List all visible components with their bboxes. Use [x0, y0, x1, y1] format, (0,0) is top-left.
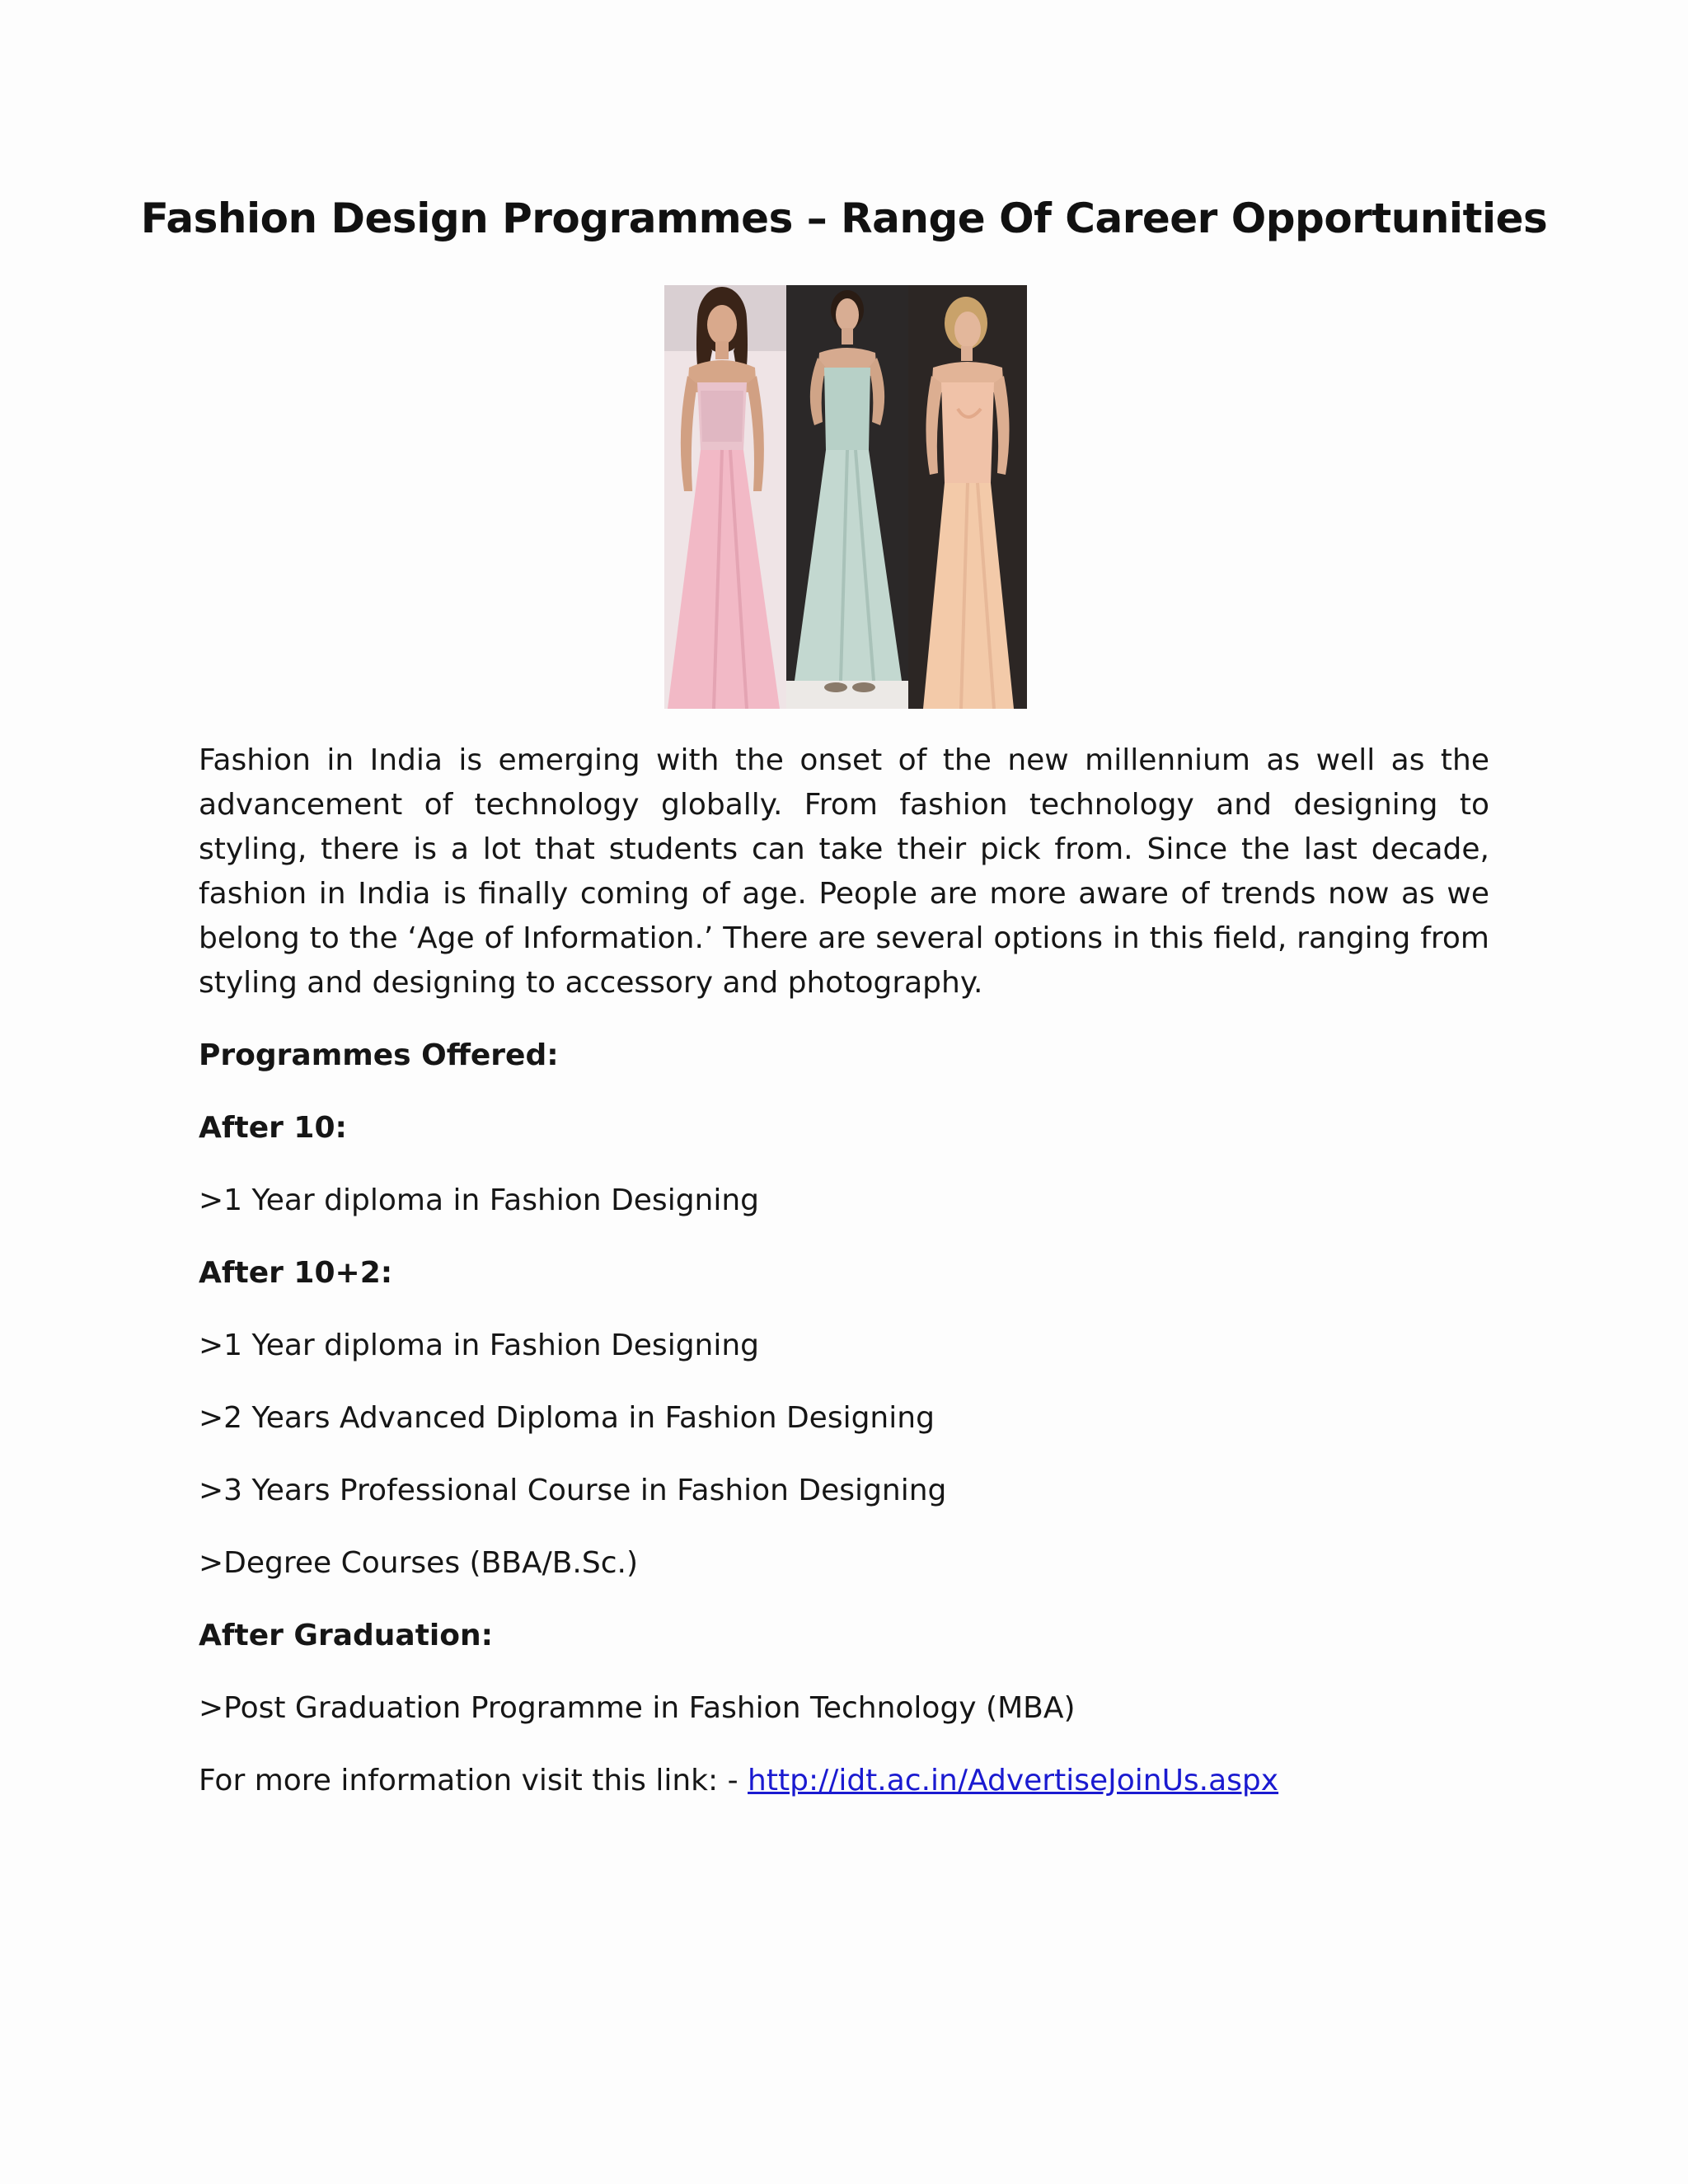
more-info-label: For more information visit this link: - [199, 1764, 748, 1797]
programmes-heading: Programmes Offered: [199, 1038, 559, 1072]
more-info-link[interactable]: http://idt.ac.in/AdvertiseJoinUs.aspx [748, 1764, 1279, 1797]
list-item: >3 Years Professional Course in Fashion Designing [199, 1474, 947, 1507]
photo-panel-mint-gown [786, 285, 908, 709]
more-info-line [199, 1759, 1489, 1803]
list-item: >Degree Courses (BBA/B.Sc.) [199, 1546, 638, 1580]
photo-panel-peach-gown [908, 285, 1027, 709]
list-item: >Post Graduation Programme in Fashion Technology (MBA) [199, 1691, 1076, 1725]
after-graduation-heading: After Graduation: [199, 1619, 494, 1652]
document-body [199, 738, 1489, 1803]
photo-panel-pink-gown [664, 285, 786, 709]
after-10-heading: After 10: [199, 1111, 347, 1145]
list-item: >1 Year diploma in Fashion Designing [199, 1329, 760, 1362]
list-item: >2 Years Advanced Diploma in Fashion Designing [199, 1401, 935, 1435]
page-title: Fashion Design Programmes – Range Of Career Opportunities [140, 194, 1548, 242]
list-item: >1 Year diploma in Fashion Designing [199, 1183, 760, 1217]
fashion-models-photo [664, 285, 1027, 709]
after-10-plus-2-heading: After 10+2: [199, 1256, 393, 1290]
intro-paragraph: Fashion in India is emerging with the onset of the new millennium as well as the advancement of technology globally. From fashion technology and designing to styling, there is a lot that students can take their pick from. Since the last decade, fashion in India is finally coming of age. People are more aware of trends now as we belong to the ‘Age of Information.’ There are several options in this field, ranging from styling and designing to accessory and photography. [199, 743, 1489, 1000]
